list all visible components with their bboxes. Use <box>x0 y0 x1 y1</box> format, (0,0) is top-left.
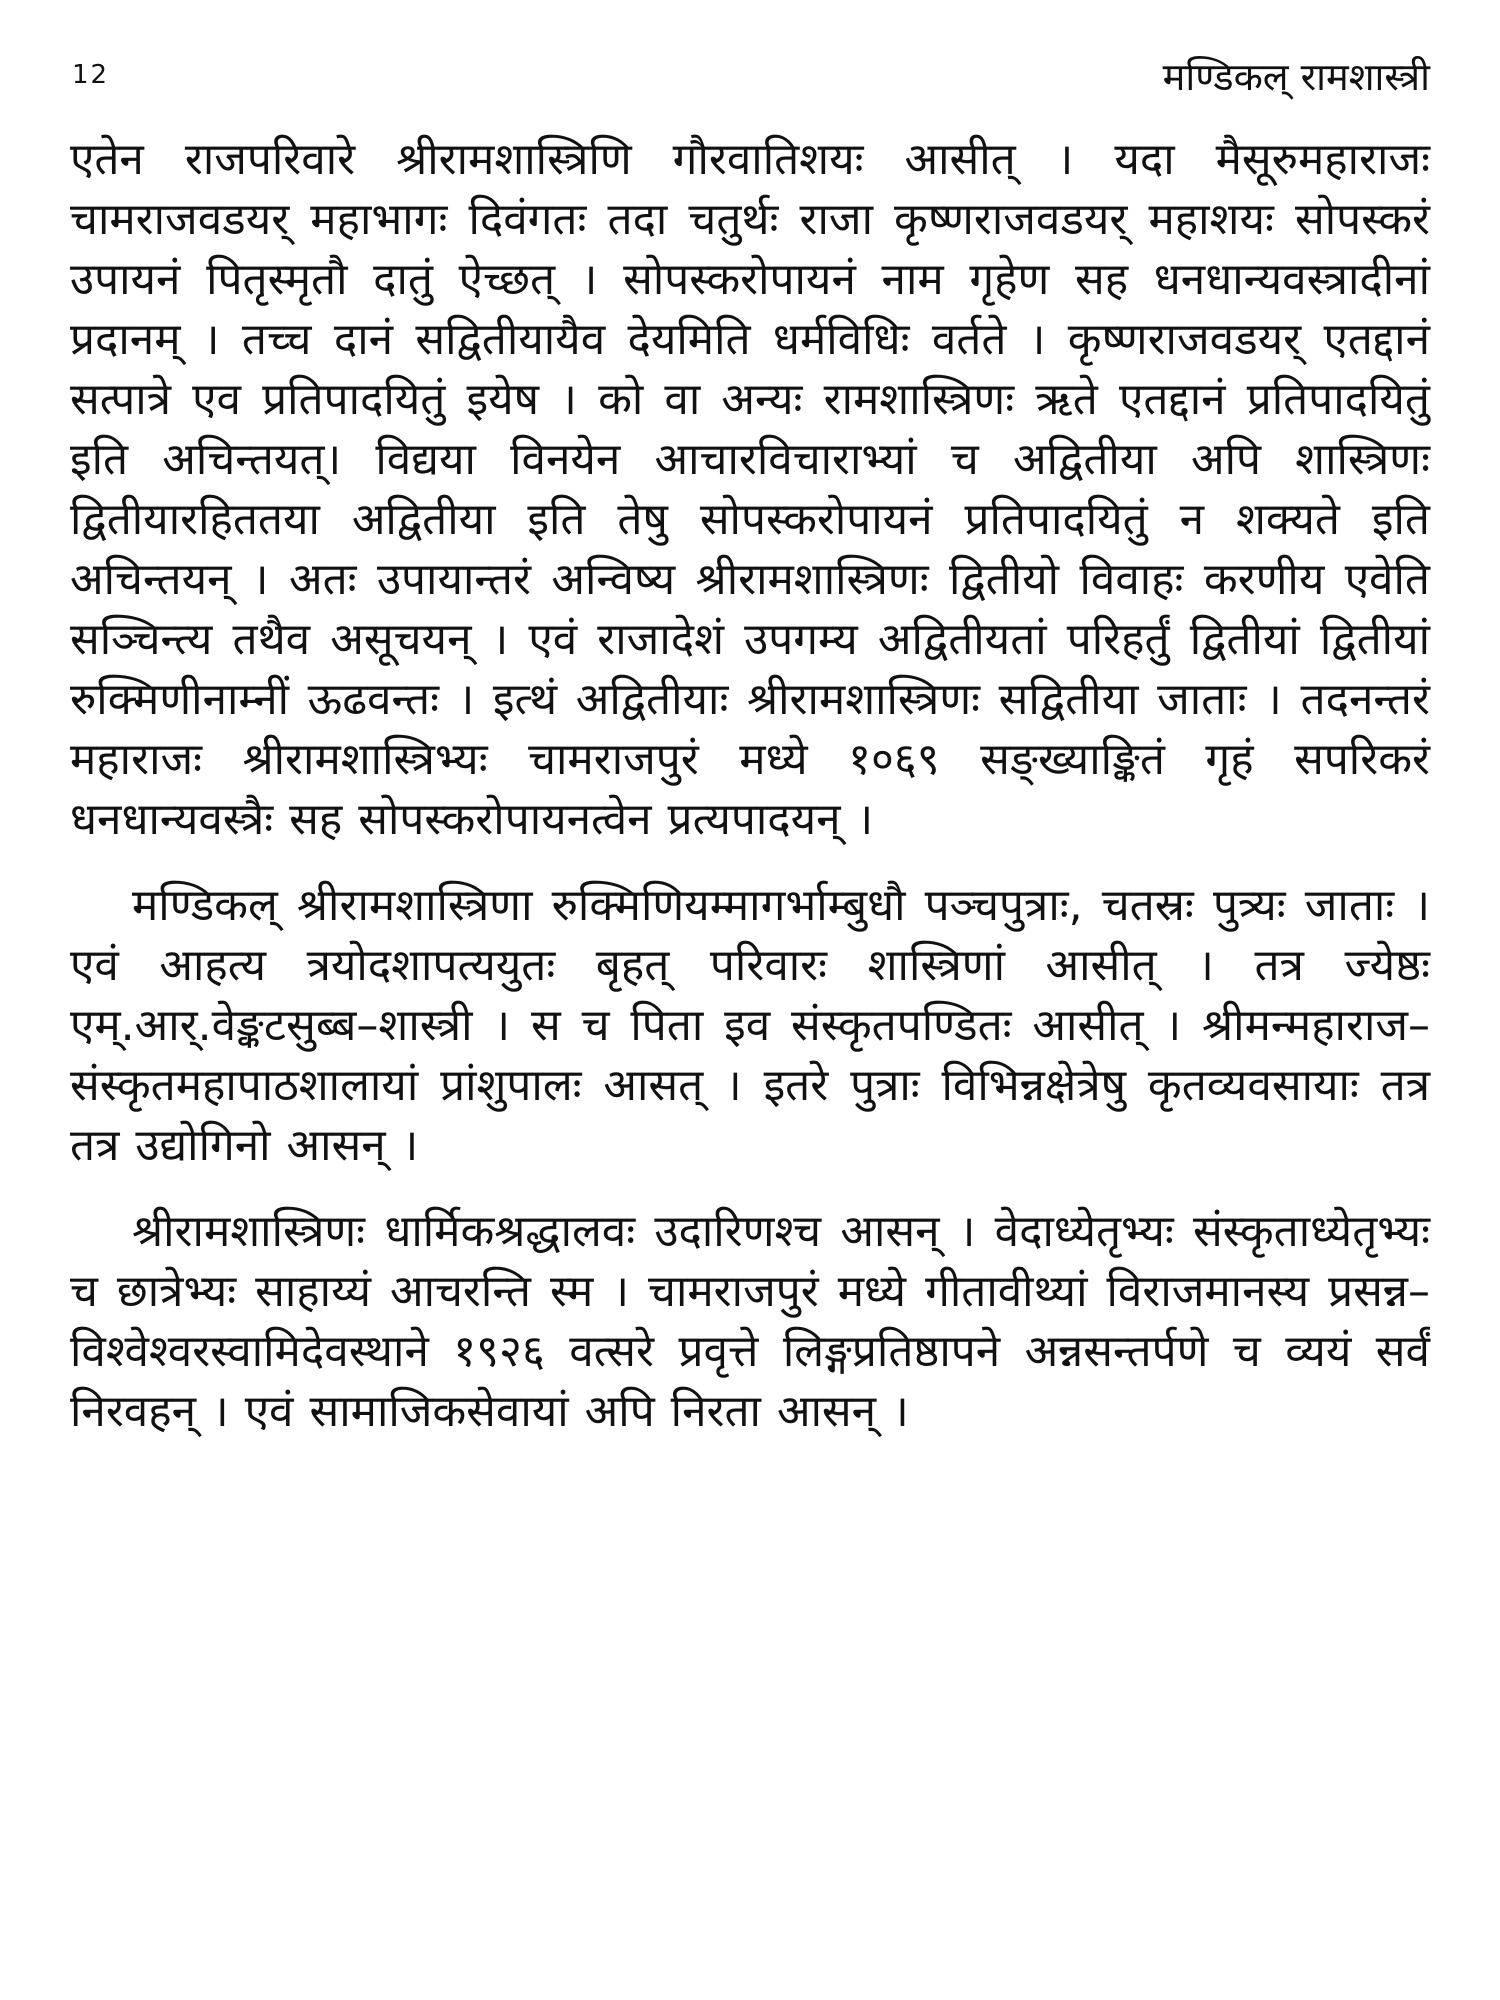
paragraph-1: एतेन राजपरिवारे श्रीरामशास्त्रिणि गौरवातिशयः आसीत् । यदा मैसूरुमहाराजः चामराजवडयर् महाभागः दिवंगतः तदा चतुर्थः राजा कृष्णराजवडयर् महाशयः सोपस्करं उपायनं पितृस्मृतौ दातुं ऐच्छत् । सोपस्करोपायनं नाम गृहेण सह धनधान्यवस्त्रादीनां प्रदानम् । तच्च दानं सद्वितीयायैव देयमिति धर्मविधिः वर्तते । कृष्णराजवडयर् एतद्दानं सत्पात्रे एव प्रतिपादयितुं इयेष । को वा अन्यः रामशास्त्रिणः ऋते एतद्दानं प्रतिपादयितुं इति अचिन्तयत्। विद्यया विनयेन आचारविचाराभ्यां च अद्वितीया अपि शास्त्रिणः द्वितीयारहिततया अद्वितीया इति तेषु सोपस्करोपायनं प्रतिपादयितुं न शक्यते इति अचिन्तयन् । अतः उपायान्तरं अन्विष्य श्रीरामशास्त्रिणः द्वितीयो विवाहः करणीय एवेति सञ्चिन्त्य तथैव असूचयन् । एवं राजादेशं उपगम्य अद्वितीयतां परिहर्तुं द्वितीयां द्वितीयां रुक्मिणीनाम्नीं ऊढवन्तः । इत्थं अद्वितीयाः श्रीरामशास्त्रिणः सद्वितीया जाताः । तदनन्तरं महाराजः श्रीरामशास्त्रिभ्यः चामराजपुरं मध्ये १०६९ सङ्ख्याङ्कितं गृहं सपरिकरं धनधान्यवस्त्रैः सह सोपस्करोपायनत्वेन प्रत्यपादयन् । <box>70 134 1430 845</box>
paragraph-3: श्रीरामशास्त्रिणः धार्मिकश्रद्धालवः उदारिणश्च आसन् । वेदाध्येतृभ्यः संस्कृताध्येतृभ्यः च छात्रेभ्यः साहाय्यं आचरन्ति स्म । चामराजपुरं मध्ये गीतावीथ्यां विराजमानस्य प्रसन्न–विश्वेश्वरस्वामिदेवस्थाने १९२६ वत्सरे प्रवृत्ते लिङ्गप्रतिष्ठापने अन्नसन्तर्पणे च व्ययं सर्वं निरवहन् । एवं सामाजिकसेवायां अपि निरता आसन् । <box>70 1206 1430 1437</box>
document-page <box>70 40 1430 1960</box>
running-header-title: मण्डिकल् रामशास्त्री <box>1162 55 1430 99</box>
running-header <box>70 40 1430 112</box>
body-text <box>70 130 1430 1442</box>
page-number: 12 <box>72 60 110 90</box>
paragraph-2: मण्डिकल् श्रीरामशास्त्रिणा रुक्मिणियम्मागर्भाम्बुधौ पञ्चपुत्राः, चतस्रः पुत्र्यः जाताः । एवं आहत्य त्रयोदशापत्ययुतः बृहत् परिवारः शास्त्रिणां आसीत् । तत्र ज्येष्ठः एम्.आर्.वेङ्कटसुब्ब–शास्त्री । स च पिता इव संस्कृतपण्डितः आसीत् । श्रीमन्महाराज–संस्कृतमहापाठशालायां प्रांशुपालः आसत् । इतरे पुत्राः विभिन्नक्षेत्रेषु कृतव्यवसायाः तत्र तत्र उद्योगिनो आसन् । <box>70 880 1430 1171</box>
